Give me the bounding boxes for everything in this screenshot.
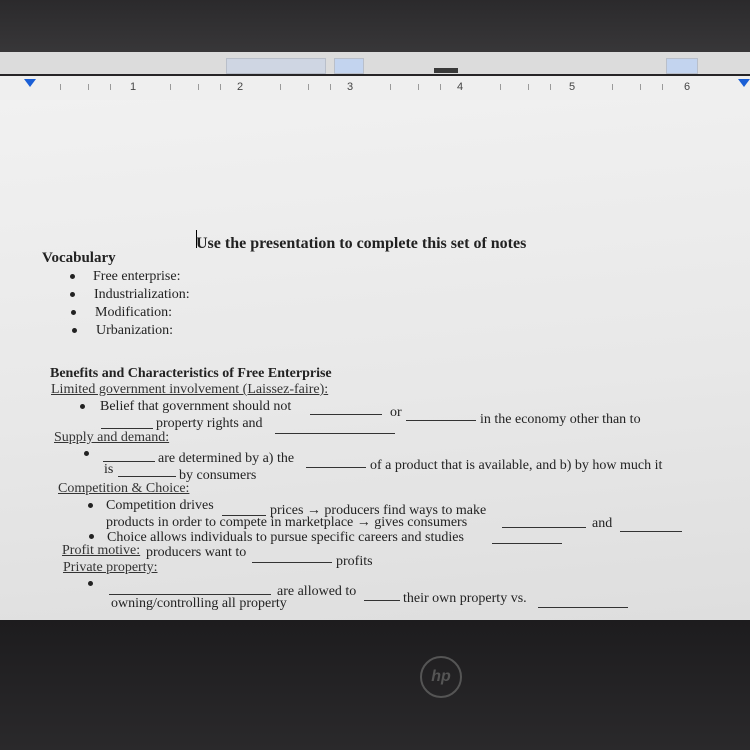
blank[interactable] bbox=[502, 527, 586, 528]
indent-marker-icon[interactable] bbox=[24, 79, 36, 87]
ruler[interactable] bbox=[0, 76, 750, 101]
blank[interactable] bbox=[109, 594, 271, 595]
laptop-bezel-bottom bbox=[0, 620, 750, 750]
supply-line: of a product that is available, and b) by how much it bbox=[370, 458, 663, 473]
private-line: are allowed to bbox=[277, 584, 357, 599]
ruler-number: 1 bbox=[130, 81, 137, 93]
limited-line: Belief that government should not bbox=[100, 399, 292, 414]
ruler-number: 6 bbox=[684, 81, 691, 93]
toolbar-dash-icon bbox=[434, 68, 458, 73]
blank[interactable] bbox=[275, 433, 395, 434]
ruler-number: 3 bbox=[347, 81, 354, 93]
blank[interactable] bbox=[538, 607, 628, 608]
vocabulary-heading: Vocabulary bbox=[42, 250, 116, 266]
profit-line: profits bbox=[336, 554, 373, 569]
competition-line: products in order to compete in marketplace → gives consumers bbox=[106, 515, 468, 530]
blank[interactable] bbox=[252, 562, 332, 563]
toolbar-button[interactable] bbox=[666, 58, 698, 74]
blank[interactable] bbox=[118, 476, 176, 477]
private-line: their own property vs. bbox=[403, 591, 527, 606]
document-page[interactable] bbox=[0, 100, 750, 620]
blank[interactable] bbox=[310, 414, 382, 415]
limited-government-heading: Limited government involvement (Laissez-faire): bbox=[51, 382, 329, 397]
vocabulary-item: Industrialization: bbox=[94, 287, 190, 302]
limited-line: in the economy other than to bbox=[480, 412, 641, 427]
supply-line: are determined by a) the bbox=[158, 451, 295, 466]
limited-line: property rights and bbox=[156, 416, 263, 431]
profit-motive-heading: Profit motive: bbox=[62, 543, 141, 558]
ruler-number: 4 bbox=[457, 81, 464, 93]
supply-demand-heading: Supply and demand: bbox=[54, 430, 170, 445]
vocabulary-item: Urbanization: bbox=[96, 323, 173, 338]
supply-line: by consumers bbox=[179, 468, 257, 483]
supply-line: is bbox=[104, 462, 114, 477]
toolbar-control[interactable] bbox=[226, 58, 326, 74]
toolbar-button[interactable] bbox=[334, 58, 364, 74]
competition-line: Competition drives bbox=[106, 498, 214, 513]
hp-logo: hp bbox=[420, 656, 462, 698]
blank[interactable] bbox=[101, 428, 153, 429]
blank[interactable] bbox=[364, 600, 400, 601]
competition-line: Choice allows individuals to pursue specific careers and studies bbox=[107, 530, 464, 545]
competition-heading: Competition & Choice: bbox=[58, 481, 190, 496]
blank[interactable] bbox=[620, 531, 682, 532]
profit-line: producers want to bbox=[146, 545, 247, 560]
document-title: Use the presentation to complete this set of notes bbox=[196, 235, 527, 252]
private-line: owning/controlling all property bbox=[111, 596, 287, 611]
ruler-number: 2 bbox=[237, 81, 244, 93]
competition-line: and bbox=[592, 516, 613, 531]
right-indent-marker-icon[interactable] bbox=[738, 79, 750, 87]
toolbar bbox=[0, 52, 750, 74]
vocabulary-item: Modification: bbox=[95, 305, 172, 320]
vocabulary-item: Free enterprise: bbox=[93, 269, 181, 284]
ruler-number: 5 bbox=[569, 81, 576, 93]
blank[interactable] bbox=[406, 420, 476, 421]
section-heading: Benefits and Characteristics of Free Enterprise bbox=[50, 366, 332, 381]
blank[interactable] bbox=[492, 543, 562, 544]
limited-line: or bbox=[390, 405, 402, 420]
private-property-heading: Private property: bbox=[63, 560, 158, 575]
blank[interactable] bbox=[306, 467, 366, 468]
competition-line: prices → producers find ways to make bbox=[270, 503, 487, 518]
